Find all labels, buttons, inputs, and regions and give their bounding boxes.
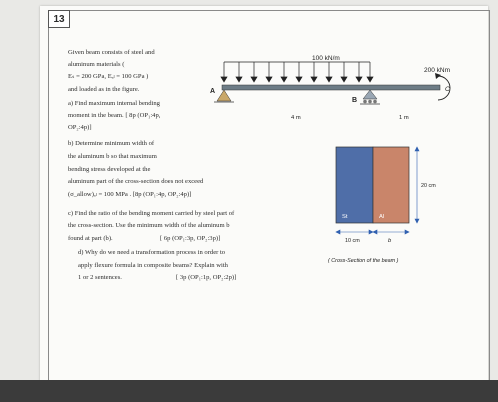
part-a-line-2: moment in the beam. [ 8p (OP₁:4p,: [68, 112, 161, 119]
height-label: 20 cm: [421, 183, 436, 189]
part-d-line-2: apply flexure formula in composite beams? Explain with: [78, 262, 228, 269]
part-a-line-3: OP₂:4p)]: [68, 124, 92, 131]
aluminum-width-label: b: [388, 238, 392, 244]
problem-line-1: Given beam consists of steel and: [68, 49, 155, 56]
part-b-line-5: (σ_allow)ₐₗ = 100 MPa . [8p (OP₁:4p, OP₂:4p)]: [68, 191, 192, 198]
beam: [222, 85, 440, 90]
span-bc-label: 1 m: [399, 115, 409, 121]
support-a-pin: [214, 90, 234, 102]
exam-page: [40, 6, 488, 390]
width-dimensions: [336, 230, 409, 234]
support-a-label: A: [210, 88, 216, 95]
distributed-load-arrows: [221, 62, 373, 82]
part-c-points: [ 6p (OP₁:3p, OP₂:3p)]: [160, 235, 221, 242]
height-dimension: [415, 147, 419, 223]
steel-width-label: 10 cm: [345, 238, 360, 244]
beam-figure: [40, 6, 488, 390]
part-b-line-1: b) Determine minimum width of: [68, 140, 155, 147]
part-c-line-3: found at part (b).: [68, 235, 113, 242]
part-b-line-3: bending stress developed at the: [68, 166, 151, 173]
problem-line-2: aluminum materials (: [68, 61, 125, 68]
part-b-line-2: the aluminum b so that maximum: [68, 153, 157, 160]
bottom-dark-band: [0, 380, 498, 402]
part-d-line-1: d) Why do we need a transformation process in order to: [78, 249, 226, 256]
distributed-load-label: 100 kN/m: [312, 55, 340, 62]
part-b-line-4: aluminum part of the cross-section does not exceed: [68, 178, 204, 185]
part-d-line-3: 1 or 2 sentences.: [78, 274, 122, 281]
problem-line-4: and loaded as in the figure.: [68, 86, 140, 93]
moment-label: 200 kNm: [424, 67, 451, 74]
aluminum-label: Al: [379, 214, 385, 220]
part-c-line-2: the cross-section. Use the minimum width of the aluminum b: [68, 222, 230, 229]
steel-section: [336, 147, 373, 223]
point-c-label: C: [445, 86, 450, 93]
support-b-label: B: [352, 97, 358, 104]
part-c-line-1: c) Find the ratio of the bending moment carried by steel part of: [68, 210, 235, 217]
support-b-roller: [360, 90, 380, 104]
cross-section-caption: ( Cross-Section of the beam ): [328, 258, 399, 264]
part-d-points: [ 3p (OP₁:1p, OP₂:2p)]: [176, 274, 237, 281]
problem-line-3: Eₛ = 200 GPa, Eₐₗ = 100 GPa ): [68, 73, 149, 80]
question-number: 13: [48, 10, 70, 28]
span-ab-label: 4 m: [291, 115, 301, 121]
steel-label: St: [342, 214, 348, 220]
aluminum-section: [373, 147, 409, 223]
part-a-line-1: a) Find maximum internal bending: [68, 100, 160, 107]
